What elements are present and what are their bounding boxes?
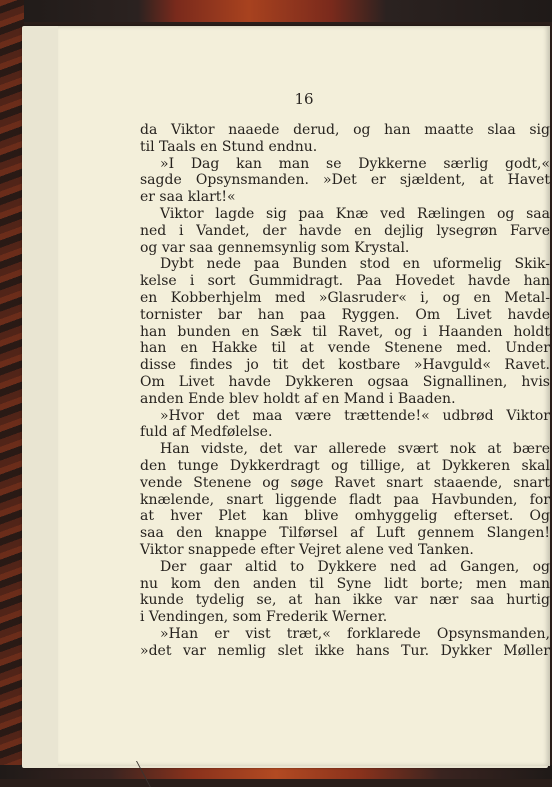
book-cover-top-edge <box>0 0 552 22</box>
text-line: kunde tydelig se, at han ikke var nær saa hurtig <box>140 592 550 609</box>
text-line: anden Ende blev holdt af en Mand i Baaden. <box>140 390 456 407</box>
text-line: til Taals en Stund endnu. <box>140 138 318 155</box>
text-line: sagde Opsynsmanden. »Det er sjældent, at Havet <box>140 172 550 189</box>
text-line: »I Dag kan man se Dykkerne særlig godt,« <box>160 155 550 172</box>
text-line: ned i Vandet, der havde en dejlig lysegrøn Farve <box>140 222 550 239</box>
text-line: Der gaar altid to Dykkere ned ad Gangen, og <box>160 558 550 575</box>
text-line: tornister bar han paa Ryggen. Om Livet havde <box>140 306 550 323</box>
text-line: »Hvor det maa være trættende!« udbrød Viktor <box>160 407 550 424</box>
text-line: knælende, snart liggende fladt paa Havbunden, for <box>140 491 550 508</box>
text-line: i Vendingen, som Frederik Werner. <box>140 609 388 626</box>
book-cover-left-edge <box>0 0 24 779</box>
text-line: Han vidste, det var allerede svært nok at bære <box>160 441 550 458</box>
body-text <box>140 122 550 660</box>
text-line: vende Stenene og søge Ravet snart staaende, snart <box>140 474 550 491</box>
book-page <box>58 26 550 766</box>
text-line: da Viktor naaede derud, og han maatte slaa sig <box>140 122 550 138</box>
text-line: han en Hakke til at vende Stenene med. Under <box>140 340 550 357</box>
text-line: en Kobberhjelm med »Glasruder« i, og en Metal- <box>140 289 550 306</box>
text-line: Viktor snappede efter Vejret alene ved Tanken. <box>140 541 474 558</box>
text-line: han bunden en Sæk til Ravet, og i Haanden holdt <box>140 323 550 340</box>
text-line: kelse i sort Gummidragt. Paa Hovedet havde han <box>140 273 550 290</box>
text-line: »det var nemlig slet ikke hans Tur. Dykker Møller <box>140 642 550 659</box>
text-line: fuld af Medfølelse. <box>140 424 273 441</box>
text-line: saa den knappe Tilførsel af Luft gennem Slangen! <box>140 525 550 542</box>
text-line: den tunge Dykkerdragt og tillige, at Dykkeren skal <box>140 457 550 474</box>
text-line: disse findes jo tit det kostbare »Havguld« Ravet. <box>140 357 550 374</box>
text-line: Om Livet havde Dykkeren ogsaa Signallinen, hvis <box>140 373 550 390</box>
text-line: nu kom den anden til Syne lidt borte; men man <box>140 575 550 592</box>
text-line: »Han er vist træt,« forklarede Opsynsmanden, <box>160 625 550 642</box>
text-line: at hver Plet kan blive omhyggelig efterset. Og <box>140 508 550 525</box>
text-line: og var saa gennemsynlig som Krystal. <box>140 239 410 256</box>
text-line: Dybt nede paa Bunden stod en uformelig Skik- <box>160 256 550 273</box>
text-line: er saa klart!« <box>140 189 236 206</box>
page-number: 16 <box>294 90 314 108</box>
text-line: Viktor lagde sig paa Knæ ved Rælingen og saa <box>160 205 550 222</box>
